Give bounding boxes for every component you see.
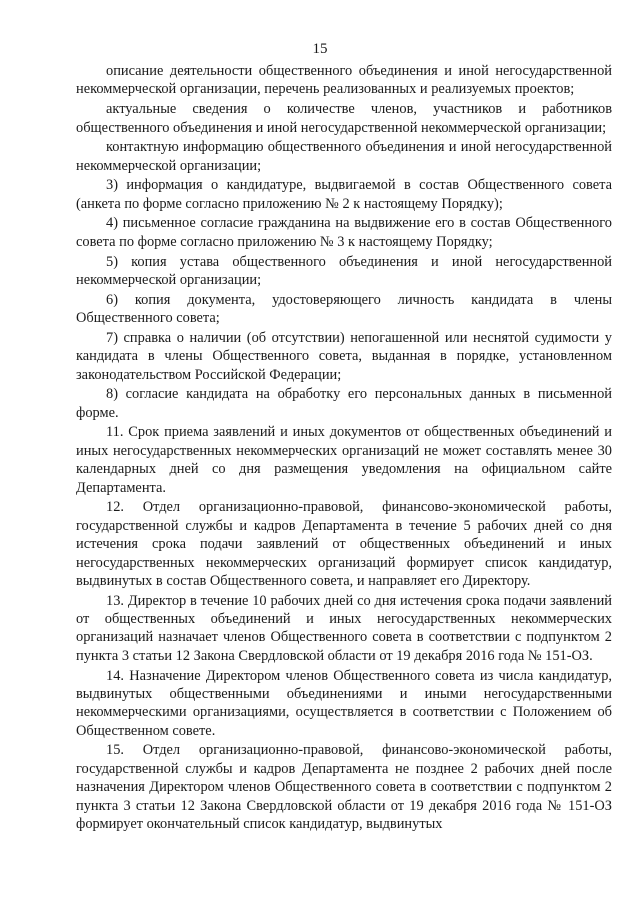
paragraph-clause-12: 12. Отдел организационно-правовой, финансово-экономической работы, государственной службы и кадров Департамента в течение 5 рабочих дней со дня истечения срока подачи заявлений от общественных объединений и иных негосударственных некоммерческих организаций формирует список кандидатур, выдвинутых в состав Общественного совета, и направляет его Директору. — [76, 499, 612, 589]
paragraph-activity-description: описание деятельности общественного объединения и иной негосударственной некоммерческой организации, перечень реализованных и реализуемых проектов; — [76, 63, 612, 98]
paragraph-item-6-identity-document: 6) копия документа, удостоверяющего личность кандидата в члены Общественного совета; — [76, 291, 612, 327]
paragraph-item-3-candidate-info: 3) информация о кандидатуре, выдвигаемой в состав Общественного совета (анкета по форме согласно приложению № 2 к настоящему Порядку); — [76, 177, 612, 212]
paragraph-clause-11: 11. Срок приема заявлений и иных документов от общественных объединений и иных негосударственных некоммерческих организаций не может составлять менее 30 календарных дней со дня размещения уведомления на официальном сайте Департамента. — [76, 424, 612, 496]
paragraph-clause-15: 15. Отдел организационно-правовой, финансово-экономической работы, государственной службы и кадров Департамента не позднее 2 рабочих дней после назначения Директором членов Общественного совета в соответствии с подпунктом 2 пункта 3 статьи 12 Закона Свердловской области от 19 декабря 2016 года № 151-ОЗ формирует окончательный список кандидатур, выдвинутых — [76, 742, 612, 833]
paragraph-clause-13: 13. Директор в течение 10 рабочих дней со дня истечения срока подачи заявлений от общественных объединений и иных негосударственных некоммерческих организаций назначает членов Общественного совета в соответствии с подпунктом 2 пункта 3 статьи 12 Закона Свердловской области от 19 декабря 2016 года № 151-ОЗ. — [76, 592, 612, 664]
paragraph-item-5-charter-copy: 5) копия устава общественного объединения и иной негосударственной некоммерческой организации; — [76, 253, 612, 288]
paragraph-contact-info: контактную информацию общественного объединения и иной негосударственной некоммерческой организации; — [76, 139, 612, 174]
page-number: 15 — [312, 41, 328, 57]
paragraph-item-7-criminal-record: 7) справка о наличии (об отсутствии) непогашенной или неснятой судимости у кандидата в члены Общественного совета, выданная в порядке, установленном законодательством Российской Федерации; — [76, 329, 612, 383]
document-body — [76, 62, 612, 835]
paragraph-membership-info: актуальные сведения о количестве членов, участников и работников общественного объединения и иной негосударственной некоммерческой организации; — [76, 101, 612, 136]
paragraph-item-4-written-consent: 4) письменное согласие гражданина на выдвижение его в состав Общественного совета по форме согласно приложению № 3 к настоящему Порядку; — [76, 215, 612, 250]
paragraph-item-8-data-consent: 8) согласие кандидата на обработку его персональных данных в письменной форме. — [76, 386, 612, 421]
paragraph-clause-14: 14. Назначение Директором членов Общественного совета из числа кандидатур, выдвинутых общественными объединениями и иными негосударственными некоммерческими организациями, осуществляется в соответствии с Положением об Общественном совете. — [76, 667, 612, 739]
